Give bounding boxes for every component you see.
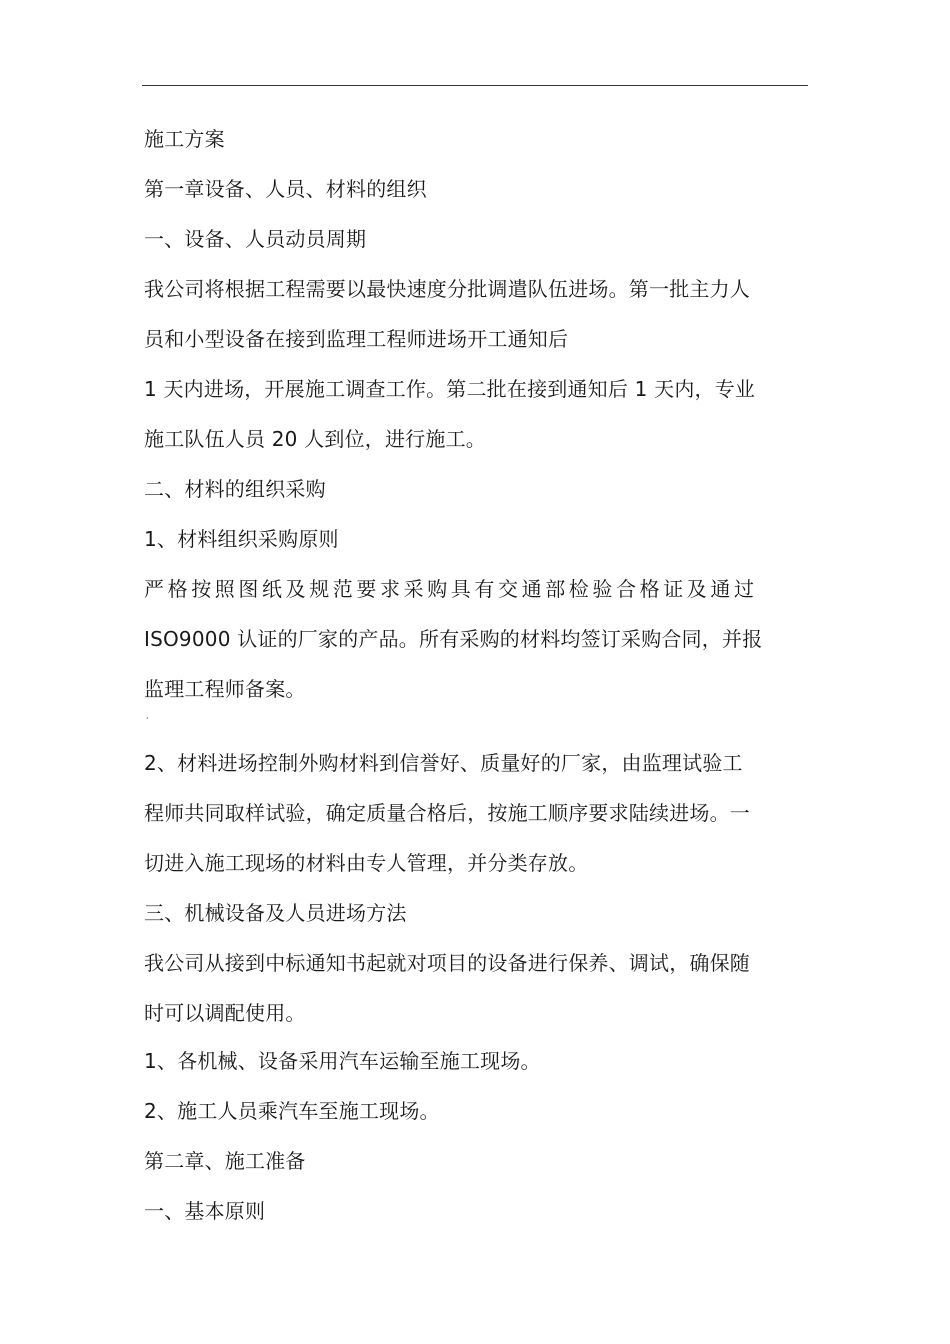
subsection-heading: 1、材料组织采购原则 (144, 527, 339, 551)
section-heading: 一、基本原则 (144, 1199, 266, 1223)
chapter-heading: 第一章设备、人员、材料的组织 (144, 177, 427, 201)
paragraph-line: ISO9000 认证的厂家的产品。所有采购的材料均签订采购合同，并报 (144, 627, 763, 651)
paragraph-line: 我公司将根据工程需要以最快速度分批调遣队伍进场。第一批主力人 (144, 277, 750, 301)
paragraph-line: 我公司从接到中标通知书起就对项目的设备进行保养、调试，确保随 (144, 951, 750, 975)
section-heading: 一、设备、人员动员周期 (144, 227, 367, 251)
list-item: 2、施工人员乘汽车至施工现场。 (144, 1099, 440, 1123)
paragraph-line: 切进入施工现场的材料由专人管理，并分类存放。 (144, 851, 589, 875)
paragraph-line: 员和小型设备在接到监理工程师进场开工通知后 (144, 327, 569, 351)
paragraph-line: 严格按照图纸及规范要求采购具有交通部检验合格证及通过 (144, 577, 758, 601)
chapter-heading: 第二章、施工准备 (144, 1149, 306, 1173)
document-title: 施工方案 (144, 127, 225, 151)
paragraph-line: 程师共同取样试验，确定质量合格后，按施工顺序要求陆续进场。一 (144, 801, 750, 825)
paragraph-line: 施工队伍人员 20 人到位，进行施工。 (144, 427, 486, 451)
list-item: 1、各机械、设备采用汽车运输至施工现场。 (144, 1049, 541, 1073)
paragraph-line: 监理工程师备案。 (144, 677, 306, 701)
stray-mark: ‘ (146, 716, 149, 725)
paragraph-line: 时可以调配使用。 (144, 1001, 306, 1025)
paragraph-line: 1 天内进场，开展施工调查工作。第二批在接到通知后 1 天内，专业 (144, 377, 756, 401)
header-rule (142, 85, 808, 86)
paragraph-line: 2、材料进场控制外购材料到信誉好、质量好的厂家，由监理试验工 (144, 751, 743, 775)
section-heading: 二、材料的组织采购 (144, 477, 326, 501)
section-heading: 三、机械设备及人员进场方法 (144, 901, 407, 925)
